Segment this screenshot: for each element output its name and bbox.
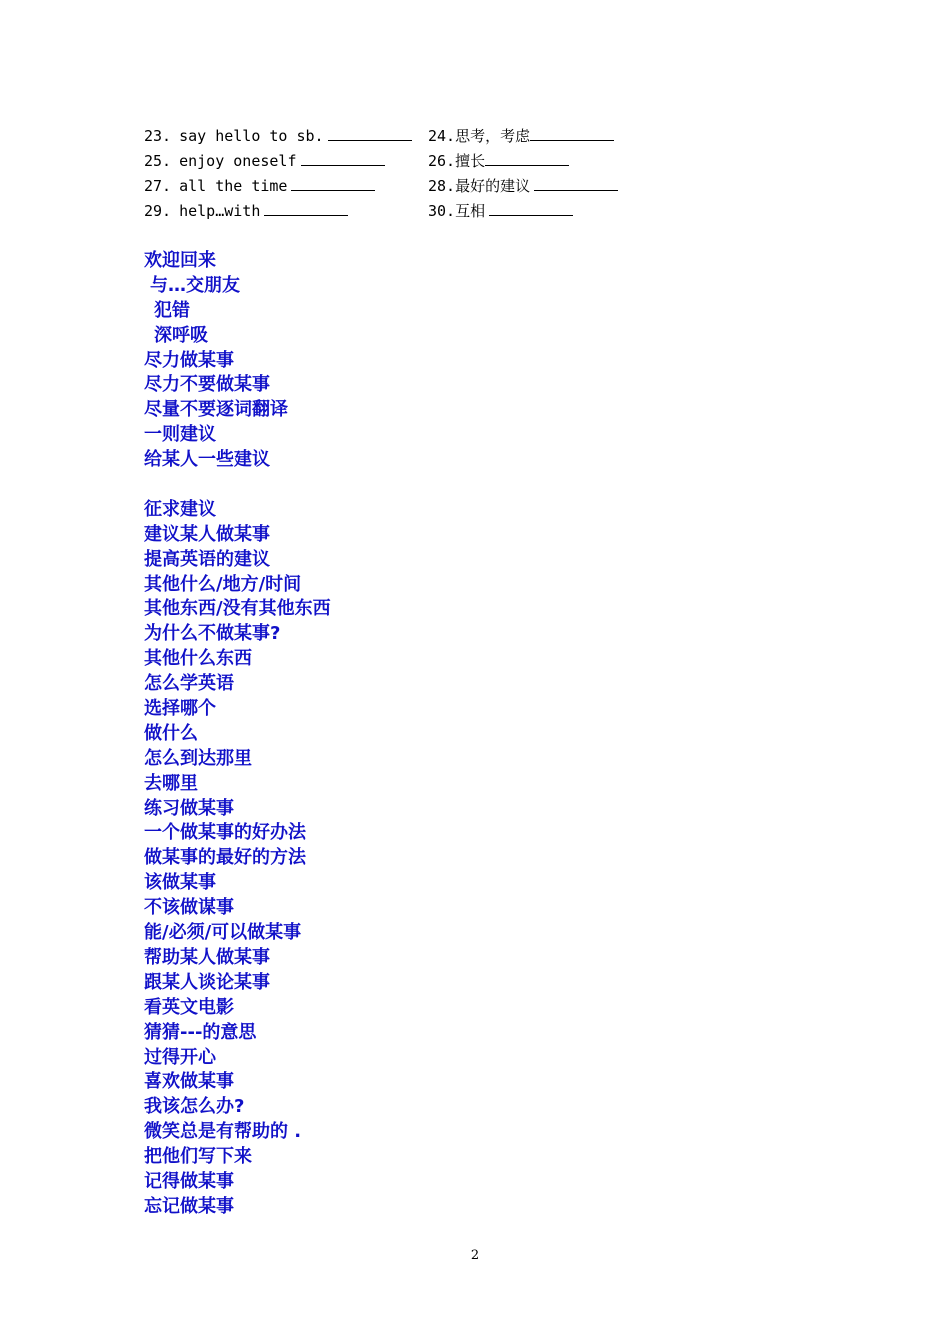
phrase-item: 尽力不要做某事 xyxy=(144,374,270,396)
translation-exercise xyxy=(144,126,664,221)
phrase-item: 一个做某事的好办法 xyxy=(144,822,306,844)
phrase-item: 怎么到达那里 xyxy=(144,747,252,769)
phrase-item: 喜欢做某事 xyxy=(144,1071,234,1093)
phrase-item: 尽量不要逐词翻译 xyxy=(144,399,288,421)
phrase-item: 跟某人谈论某事 xyxy=(144,971,270,993)
answer-blank[interactable] xyxy=(301,151,385,166)
exercise-item-27: 27. all the time xyxy=(144,176,428,196)
answer-blank[interactable] xyxy=(264,201,348,216)
phrase-item: 做某事的最好的方法 xyxy=(144,847,306,869)
phrase-item: 猜猜---的意思 xyxy=(144,1021,257,1043)
answer-blank[interactable] xyxy=(291,176,375,191)
answer-blank[interactable] xyxy=(530,126,614,141)
phrase-list xyxy=(144,249,331,1220)
phrase-item: 做什么 xyxy=(144,722,198,744)
phrase-item: 微笑总是有帮助的 . xyxy=(144,1121,302,1143)
exercise-item-26: 26.擅长 xyxy=(428,151,664,171)
answer-blank[interactable] xyxy=(485,151,569,166)
phrase-item: 提高英语的建议 xyxy=(144,548,270,570)
phrase-item: 犯错 xyxy=(154,299,190,321)
phrase-item: 能/必须/可以做某事 xyxy=(144,922,302,944)
exercise-item-24: 24.思考，考虑 xyxy=(428,126,664,146)
phrase-item: 去哪里 xyxy=(144,772,198,794)
exercise-item-25: 25. enjoy oneself xyxy=(144,151,428,171)
phrase-item: 看英文电影 xyxy=(144,996,234,1018)
phrase-item: 过得开心 xyxy=(144,1046,216,1068)
phrase-item: 记得做某事 xyxy=(144,1170,234,1192)
phrase-item: 怎么学英语 xyxy=(144,673,234,695)
phrase-item: 征求建议 xyxy=(144,498,216,520)
phrase-item: 其他什么/地方/时间 xyxy=(144,573,302,595)
phrase-item: 我该怎么办? xyxy=(144,1096,245,1118)
phrase-item: 与…交朋友 xyxy=(150,274,240,296)
phrase-item: 给某人一些建议 xyxy=(144,449,270,471)
phrase-item: 欢迎回来 xyxy=(144,250,216,271)
phrase-item: 深呼吸 xyxy=(154,324,208,346)
phrase-item: 建议某人做某事 xyxy=(144,523,270,545)
blank-line xyxy=(144,473,331,498)
phrase-item: 不该做谋事 xyxy=(144,897,234,919)
phrase-item: 帮助某人做某事 xyxy=(144,946,270,968)
exercise-item-28: 28.最好的建议 xyxy=(428,176,664,196)
phrase-item: 选择哪个 xyxy=(144,698,216,720)
answer-blank[interactable] xyxy=(534,176,618,191)
phrase-item: 练习做某事 xyxy=(144,797,234,819)
page-number: 2 xyxy=(470,1248,480,1263)
phrase-item: 忘记做某事 xyxy=(144,1195,234,1217)
phrase-item: 把他们写下来 xyxy=(144,1146,252,1168)
answer-blank[interactable] xyxy=(489,201,573,216)
phrase-item: 一则建议 xyxy=(144,424,216,446)
exercise-item-23: 23. say hello to sb. xyxy=(144,126,428,146)
phrase-item: 该做某事 xyxy=(144,872,216,894)
exercise-item-30: 30.互相 xyxy=(428,201,664,221)
phrase-item: 其他东西/没有其他东西 xyxy=(144,598,331,620)
exercise-item-29: 29. help…with xyxy=(144,201,428,221)
phrase-item: 为什么不做某事? xyxy=(144,623,281,645)
phrase-item: 其他什么东西 xyxy=(144,648,252,670)
answer-blank[interactable] xyxy=(328,126,412,141)
phrase-item: 尽力做某事 xyxy=(144,349,234,371)
